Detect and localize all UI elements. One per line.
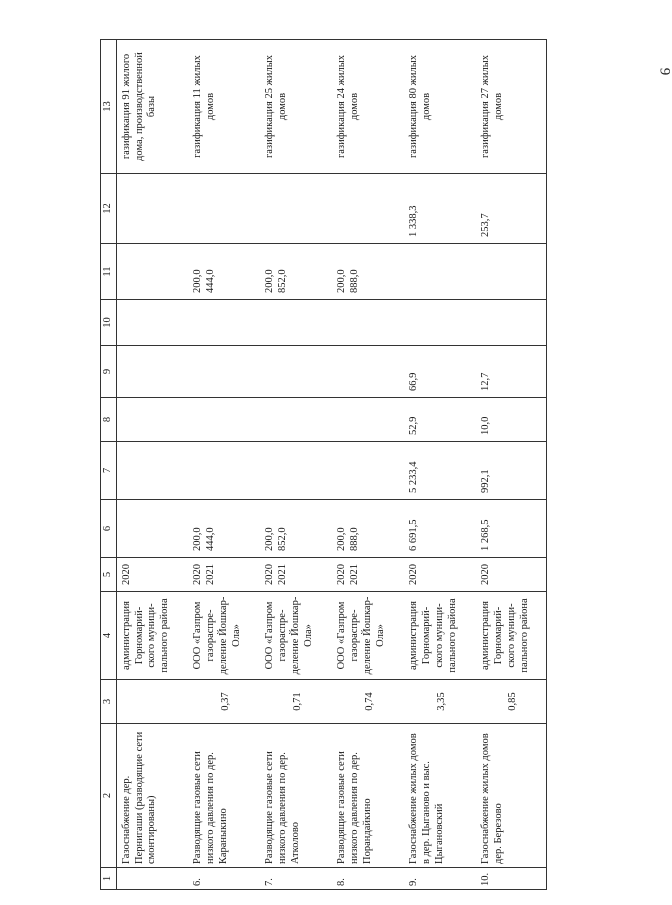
header-col-2: 2 [101,724,117,868]
row-number: 10. [476,868,546,890]
header-col-12: 12 [101,174,117,244]
length-km: 0,37 [188,680,260,724]
row-number: 6. [188,868,260,890]
rotated-table-sheet [100,52,530,890]
customer: администрация Горномарий-ского муници-пального района [476,592,546,680]
extra-budget [476,244,546,300]
col-12-value: 253,7 [476,174,546,244]
col-10-value [476,300,546,346]
extra-budget: 200,0 444,0 [188,244,260,300]
col-10-value [188,300,260,346]
total: 1 268,5 [476,500,546,558]
years: 2020 [476,558,546,592]
length-km: 0,74 [332,680,404,724]
table-row [188,40,260,890]
page-number: 9 [656,67,672,76]
federal-budget: 5 233,4 [404,442,476,500]
object-name: Разводящие газовые сети низкого давления по дер. Караныкино [188,724,260,868]
header-col-10: 10 [101,300,117,346]
republic-budget [332,398,404,442]
object-name: Разводящие газовые сети низкого давления по дер. Атколово [260,724,332,868]
table-row [404,40,476,890]
col-10-value [332,300,404,346]
customer: ООО «Газпром газораспре-деление Йошкар-Ола» [260,592,332,680]
col-10-value [116,300,188,346]
row-number [116,868,188,890]
header-col-13: 13 [101,40,117,174]
extra-budget: 200,0 852,0 [260,244,332,300]
length-km: 0,71 [260,680,332,724]
result-description: газификация 11 жилых домов [188,40,260,174]
local-budget [260,346,332,398]
header-row [101,40,117,890]
row-number: 7. [260,868,332,890]
republic-budget [188,398,260,442]
total: 200,0 444,0 [188,500,260,558]
table-row [476,40,546,890]
republic-budget [260,398,332,442]
header-col-3: 3 [101,680,117,724]
total: 200,0 852,0 [260,500,332,558]
length-km: 0,85 [476,680,546,724]
program-table [100,39,547,890]
header-col-6: 6 [101,500,117,558]
republic-budget: 52,9 [404,398,476,442]
total: 200,0 888,0 [332,500,404,558]
federal-budget [116,442,188,500]
col-12-value [188,174,260,244]
row-number: 9. [404,868,476,890]
extra-budget [116,244,188,300]
result-description: газификация 80 жилых домов [404,40,476,174]
customer: ООО «Газпром газораспре-деление Йошкар-Ола» [188,592,260,680]
header-col-1: 1 [101,868,117,890]
object-name: Газоснабжение дер. Пернигаши (разводящие сети смонтированы) [116,724,188,868]
years: 2020 [116,558,188,592]
federal-budget [332,442,404,500]
table-row [332,40,404,890]
col-12-value [116,174,188,244]
years: 2020 2021 [188,558,260,592]
customer: администрация Горномарий-ского муници-пального района [404,592,476,680]
table-row [116,40,188,890]
years: 2020 2021 [332,558,404,592]
col-10-value [260,300,332,346]
header-col-7: 7 [101,442,117,500]
extra-budget: 200,0 888,0 [332,244,404,300]
col-12-value [260,174,332,244]
local-budget: 12,7 [476,346,546,398]
header-col-9: 9 [101,346,117,398]
col-10-value [404,300,476,346]
republic-budget [116,398,188,442]
col-12-value: 1 338,3 [404,174,476,244]
header-col-11: 11 [101,244,117,300]
object-name: Разводящие газовые сети низкого давления по дер. Порандайкино [332,724,404,868]
table-row [260,40,332,890]
customer: администрация Горномарий-ского муници-пального района [116,592,188,680]
local-budget [116,346,188,398]
total [116,500,188,558]
result-description: газификация 91 жилого дома, производственной базы [116,40,188,174]
customer: ООО «Газпром газораспре-деление Йошкар-Ола» [332,592,404,680]
header-col-8: 8 [101,398,117,442]
years: 2020 [404,558,476,592]
length-km [116,680,188,724]
federal-budget [188,442,260,500]
header-col-4: 4 [101,592,117,680]
object-name: Газоснабжение жилых домов дер. Березово [476,724,546,868]
result-description: газификация 27 жилых домов [476,40,546,174]
row-number: 8. [332,868,404,890]
total: 6 691,5 [404,500,476,558]
republic-budget: 10,0 [476,398,546,442]
length-km: 3,35 [404,680,476,724]
local-budget: 66,9 [404,346,476,398]
extra-budget [404,244,476,300]
federal-budget: 992,1 [476,442,546,500]
local-budget [332,346,404,398]
federal-budget [260,442,332,500]
years: 2020 2021 [260,558,332,592]
object-name: Газоснабжение жилых домов в дер. Цыганово и выс. Цыгановский [404,724,476,868]
header-col-5: 5 [101,558,117,592]
col-12-value [332,174,404,244]
result-description: газификация 25 жилых домов [260,40,332,174]
result-description: газификация 24 жилых домов [332,40,404,174]
local-budget [188,346,260,398]
